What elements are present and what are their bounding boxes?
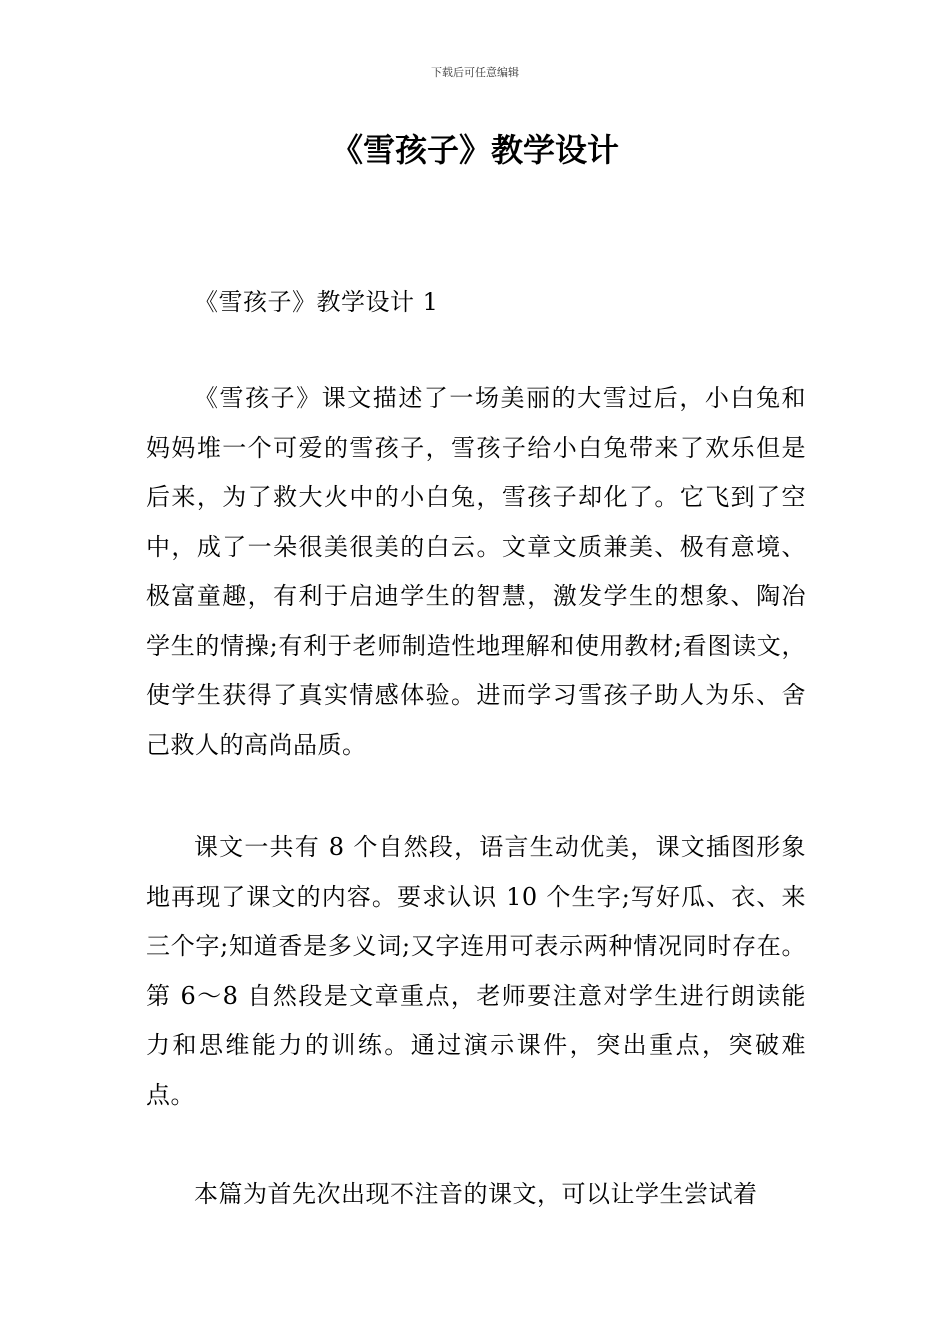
paragraph-1: 《雪孩子》课文描述了一场美丽的大雪过后，小白兔和妈妈堆一个可爱的雪孩子，雪孩子给小白兔带来了欢乐但是后来，为了救大火中的小白兔，雪孩子却化了。它飞到了空中，成了一朵很美很美的白云。文章文质兼美、极有意境、极富童趣，有利于启迪学生的智慧，激发学生的想象、陶冶学生的情操;有利于老师制造性地理解和使用教材;看图读文，使学生获得了真实情感体验。进而学习雪孩子助人为乐、舍己救人的高尚品质。 [146,384,806,759]
document-title: 《雪孩子》教学设计 [330,131,619,169]
paragraph-3: 本篇为首先次出现不注音的课文，可以让学生尝试着 [194,1180,758,1208]
section-subtitle: 《雪孩子》教学设计 1 [194,288,439,316]
header-note: 下载后可任意编辑 [431,66,519,79]
paragraph-2: 课文一共有 8 个自然段，语言生动优美，课文插图形象地再现了课文的内容。要求认识 10 个生字;写好瓜、衣、来三个字;知道香是多义词;又字连用可表示两种情况同时存在。第 6～8 自然段是文章重点，老师要注意对学生进行朗读能力和思维能力的训练。通过演示课件，突出重点，突破难点。 [146,833,806,1109]
